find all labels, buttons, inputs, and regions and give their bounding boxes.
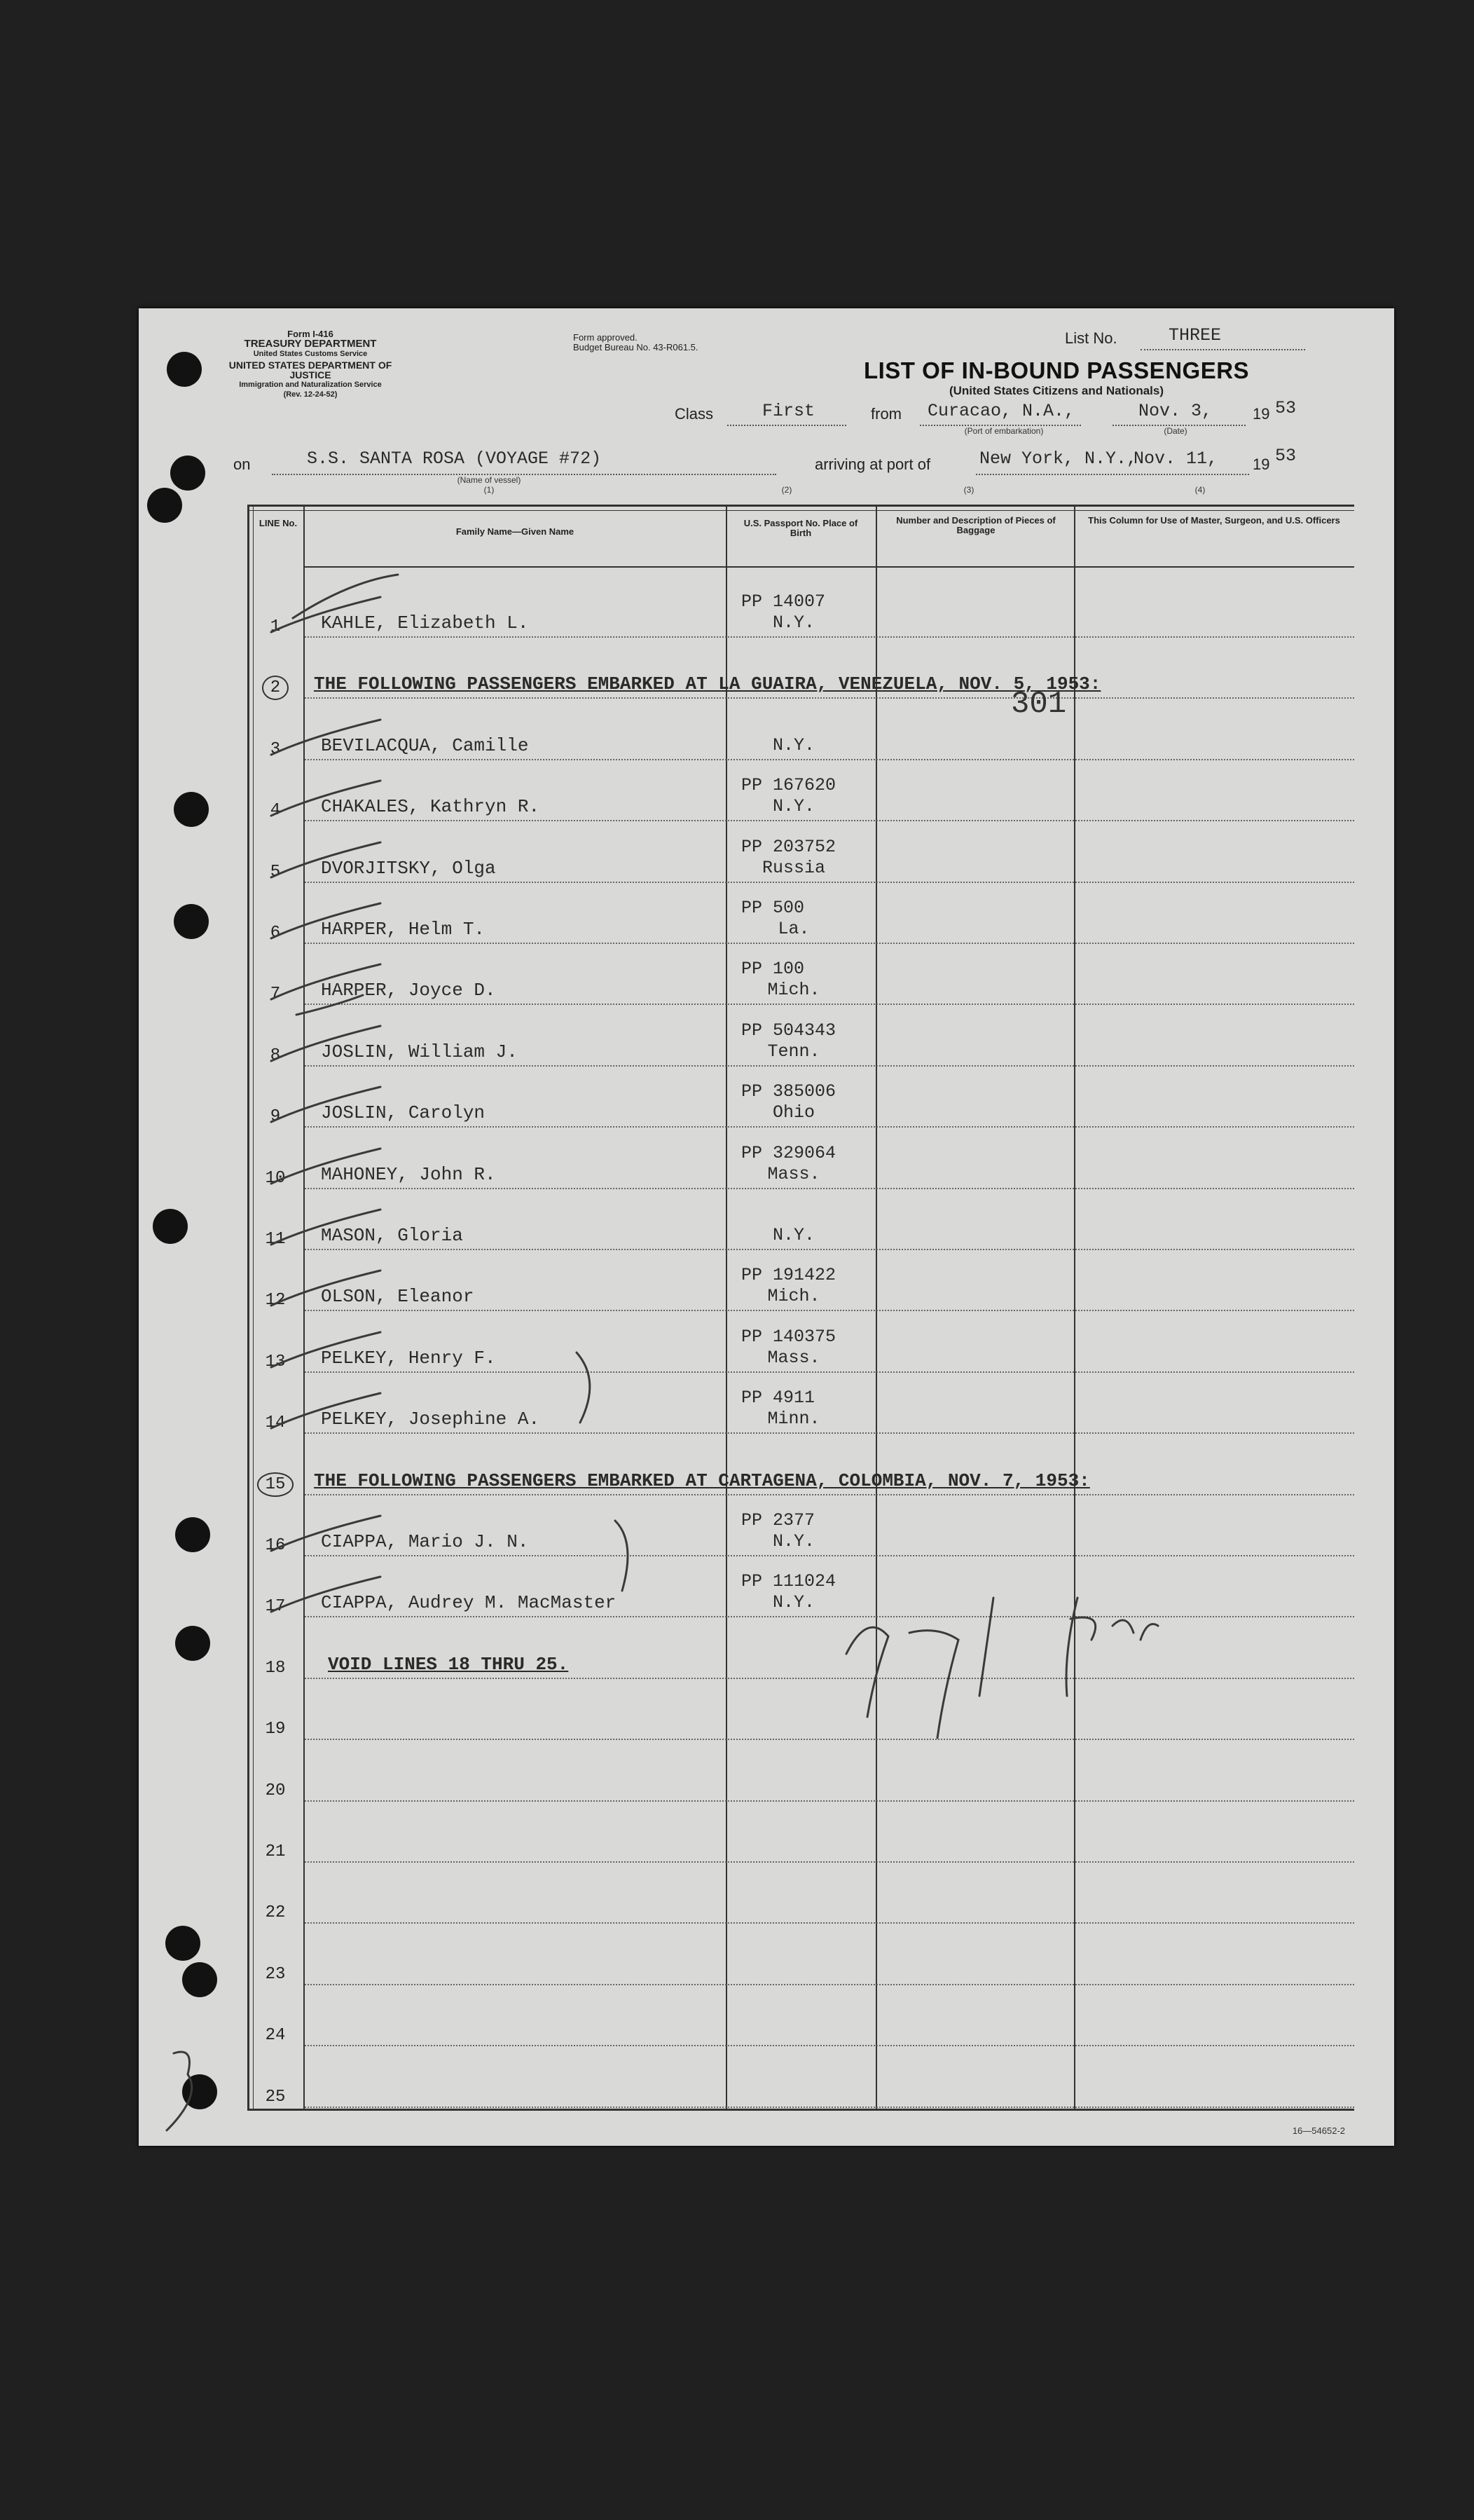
place-of-birth: N.Y.: [772, 1531, 815, 1552]
revision-date: (Rev. 12-24-52): [283, 390, 338, 399]
passenger-name: MAHONEY, John R.: [321, 1163, 496, 1185]
line-number: 11: [265, 1230, 286, 1249]
list-no-value: THREE: [1169, 325, 1222, 345]
passport-number: PP 14007: [741, 591, 826, 612]
vessel-caption: (Name of vessel): [457, 475, 521, 485]
class-label: Class: [675, 405, 714, 423]
on-label: on: [233, 456, 251, 473]
line-number: 13: [265, 1352, 286, 1371]
year-prefix-2: 19: [1253, 456, 1270, 473]
place-of-birth: N.Y.: [772, 734, 815, 755]
place-of-birth: Russia: [762, 857, 825, 878]
place-of-birth: N.Y.: [772, 796, 815, 817]
line-number: 14: [265, 1413, 286, 1433]
place-of-birth: Ohio: [772, 1102, 815, 1123]
passenger-name: DVORJITSKY, Olga: [321, 857, 496, 879]
margin-number: [151, 2071, 152, 2072]
line-number: 22: [265, 1903, 286, 1923]
line-number: 17: [265, 1597, 286, 1617]
line-number: 10: [265, 1168, 286, 1188]
place-of-birth: N.Y.: [772, 1592, 815, 1613]
col-3-marker: (3): [963, 485, 974, 495]
form-number: Form I-416: [287, 329, 333, 339]
arrival-date: Nov. 11,: [1134, 448, 1218, 469]
passenger-name: CHAKALES, Kathryn R.: [321, 796, 540, 818]
passenger-name: CIAPPA, Mario J. N.: [321, 1531, 529, 1552]
year-prefix: 19: [1253, 405, 1270, 423]
embarkation-port: Curacao, N.A.,: [928, 401, 1075, 421]
official-number: 301: [1011, 687, 1067, 722]
place-of-birth: Minn.: [767, 1409, 820, 1430]
place-of-birth: Mich.: [767, 1286, 820, 1307]
line-number: 16: [265, 1536, 286, 1555]
place-of-birth: N.Y.: [772, 1225, 815, 1245]
circled-line-number: 2: [262, 676, 289, 700]
line-number: 18: [265, 1658, 286, 1678]
passenger-name: JOSLIN, Carolyn: [321, 1102, 485, 1124]
arrival-year: 53: [1275, 446, 1297, 466]
line-number: 4: [270, 801, 281, 821]
line-number: 8: [270, 1046, 281, 1065]
line-number: 20: [265, 1781, 286, 1800]
passenger-name: JOSLIN, William J.: [321, 1041, 518, 1062]
passport-number: PP 385006: [741, 1081, 836, 1102]
form-approved: Form approved.: [573, 332, 638, 343]
passenger-name: MASON, Gloria: [321, 1225, 463, 1246]
document-subtitle: (United States Citizens and Nationals): [949, 384, 1164, 397]
passport-number: PP 329064: [741, 1142, 836, 1163]
list-no-label: List No.: [1065, 329, 1117, 347]
section-note: THE FOLLOWING PASSENGERS EMBARKED AT CARTAGENA, COLOMBIA, NOV. 7, 1953:: [314, 1470, 1090, 1491]
passenger-name: CIAPPA, Audrey M. MacMaster: [321, 1592, 617, 1614]
line-number: 21: [265, 1842, 286, 1861]
passenger-name: KAHLE, Elizabeth L.: [321, 612, 529, 634]
passenger-name: BEVILACQUA, Camille: [321, 734, 529, 756]
col-officers: This Column for Use of Master, Surgeon, and U.S. Officers: [1088, 515, 1340, 526]
line-number: 7: [270, 985, 281, 1004]
line-number: 19: [265, 1720, 286, 1739]
passport-number: PP 500: [741, 898, 805, 918]
passenger-name: HARPER, Helm T.: [321, 919, 485, 940]
from-label: from: [871, 405, 902, 423]
class-value: First: [762, 401, 815, 421]
passport-number: PP 100: [741, 959, 805, 980]
col-baggage: Number and Description of Pieces of Baggage: [896, 515, 1056, 535]
col-name: Family Name—Given Name: [455, 526, 574, 537]
place-of-birth: Mass.: [767, 1347, 820, 1368]
embarkation-caption: (Port of embarkation): [964, 426, 1044, 436]
form-footer-number: 16—54652-2: [1292, 2125, 1345, 2136]
manifest-page: [139, 308, 1394, 2146]
line-number: 6: [270, 924, 281, 943]
passenger-name: HARPER, Joyce D.: [321, 980, 496, 1001]
line-number: 3: [270, 739, 281, 759]
line-number: 1: [270, 617, 281, 636]
line-number: 5: [270, 862, 281, 882]
embarkation-year: 53: [1275, 398, 1297, 418]
line-number: 25: [265, 2087, 286, 2107]
section-note: VOID LINES 18 THRU 25.: [328, 1653, 569, 1675]
col-passport: U.S. Passport No. Place of Birth: [743, 518, 858, 538]
col-line-no: LINE No.: [259, 518, 298, 528]
arrival-port: New York, N.Y.,: [979, 448, 1138, 469]
circled-line-number: 15: [257, 1472, 294, 1497]
col-1-marker: (1): [483, 485, 495, 495]
passport-number: PP 140375: [741, 1326, 836, 1347]
vessel-name: S.S. SANTA ROSA (VOYAGE #72): [307, 448, 602, 469]
col-4-marker: (4): [1194, 485, 1206, 495]
line-number: 23: [265, 1964, 286, 1984]
passenger-name: PELKEY, Henry F.: [321, 1347, 496, 1369]
place-of-birth: Tenn.: [767, 1041, 820, 1062]
passport-number: PP 111024: [741, 1571, 836, 1592]
line-number: 12: [265, 1291, 286, 1310]
passenger-name: OLSON, Eleanor: [321, 1286, 474, 1308]
passport-number: PP 191422: [741, 1265, 836, 1286]
arriving-label: arriving at port of: [815, 456, 931, 473]
passenger-name: PELKEY, Josephine A.: [321, 1409, 540, 1430]
justice-dept: UNITED STATES DEPARTMENT OF JUSTICE: [228, 359, 392, 381]
customs-service: United States Customs Service: [253, 350, 368, 358]
section-note: THE FOLLOWING PASSENGERS EMBARKED AT LA GUAIRA, VENEZUELA, NOV. 5, 1953:: [314, 673, 1101, 695]
date-caption: (Date): [1164, 426, 1187, 436]
passport-number: PP 4911: [741, 1388, 815, 1409]
embarkation-date: Nov. 3,: [1138, 401, 1213, 421]
passport-number: PP 504343: [741, 1020, 836, 1041]
treasury-dept: TREASURY DEPARTMENT: [244, 338, 377, 350]
line-number: 24: [265, 2026, 286, 2046]
place-of-birth: Mass.: [767, 1163, 820, 1184]
passport-number: PP 167620: [741, 775, 836, 796]
passport-number: PP 2377: [741, 1510, 815, 1531]
place-of-birth: N.Y.: [772, 612, 815, 633]
place-of-birth: La.: [778, 919, 810, 939]
passport-number: PP 203752: [741, 836, 836, 857]
document-title: LIST OF IN-BOUND PASSENGERS: [863, 357, 1250, 383]
ins-service: Immigration and Naturalization Service: [239, 381, 382, 389]
place-of-birth: Mich.: [767, 980, 820, 1001]
line-number: 9: [270, 1107, 281, 1127]
handwritten-marks: [139, 308, 1394, 2146]
budget-bureau: Budget Bureau No. 43-R061.5.: [573, 342, 698, 352]
col-2-marker: (2): [781, 485, 792, 495]
